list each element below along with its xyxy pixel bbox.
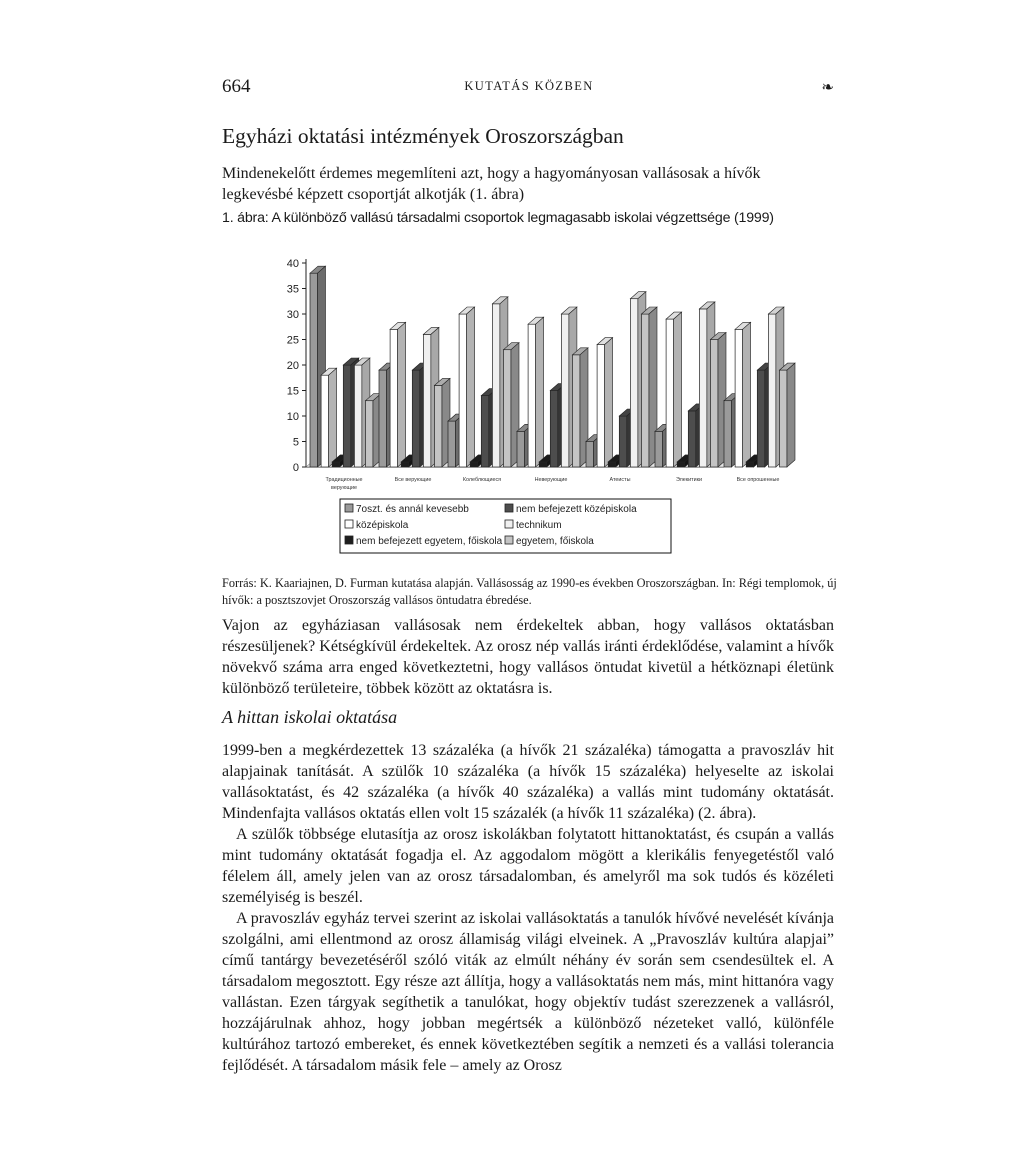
bar (528, 317, 544, 467)
category-label: Все верующие (394, 477, 432, 483)
legend-swatch (505, 536, 513, 544)
bar (459, 307, 475, 467)
legend-swatch (505, 504, 513, 512)
leaf-ornament-icon: ❧ (821, 80, 834, 96)
legend-swatch (505, 520, 513, 528)
legend-label: technikum (516, 520, 562, 531)
legend-swatch (345, 504, 353, 512)
y-tick-label: 35 (286, 283, 299, 296)
body-paragraph: A szülők többsége elutasítja az orosz iskolákban folytatott hittanoktatást, és csupán a vallás mint tudomány oktatását fogadja el. Az aggodalom mögött a klerikális fenyegetéstől való félelem áll, amely jelen van az orosz társadalomban, és amelyről ma sok tudós és közéleti személyiség is beszél. (222, 826, 834, 906)
category-labels (325, 477, 779, 491)
bar (735, 322, 751, 467)
category-label: Все опрошенные (736, 477, 780, 483)
y-tick-label: 40 (286, 258, 299, 270)
figure-caption: 1. ábra: A különböző vallású társadalmi csoportok legmagasabb iskolai végzettsége (1999) (222, 210, 774, 226)
bar (597, 338, 613, 467)
y-tick-label: 15 (286, 385, 299, 398)
legend-label: középiskola (356, 520, 409, 531)
legend-label: egyetem, főiskola (516, 536, 594, 547)
category-label: Элекитики (675, 477, 703, 483)
body-paragraph: 1999-ben a megkérdezettek 13 százaléka (a hívők 21 százaléka) támogatta a pravoszláv hit alapjainak tanítását. A szülők 10 százaléka (a hívők 15 százaléka) helyeselte az iskolai vallásoktatást, és 42 százaléka (a hívők 40 százaléka) a vallás mint tudomány oktatását. Mindenfajta vallásos oktatás ellen volt 15 százalék (a hívők 11 százaléka) (2. ábra). (222, 742, 834, 822)
y-tick-label: 20 (286, 360, 299, 372)
running-title: KUTATÁS KÖZBEN (464, 79, 594, 93)
y-tick-label: 5 (292, 436, 299, 449)
figure-source-note: Forrás: K. Kaariajnen, D. Furman kutatása alapján. Vallásosság az 1990-es években Oroszországban. In: Régi templomok, új hívők: a posztszovjet Oroszország vallásos öntudatra ébredése. (222, 576, 837, 607)
page-number: 664 (222, 76, 251, 97)
bar (321, 368, 337, 467)
legend-label: nem befejezett egyetem, főiskola (356, 536, 503, 547)
bar (780, 363, 796, 467)
legend-swatch (345, 520, 353, 528)
legend-label: 7oszt. és annál kevesebb (356, 504, 469, 515)
y-tick-label: 0 (292, 462, 299, 474)
legend-label: nem befejezett középiskola (516, 504, 637, 515)
y-tick-label: 30 (286, 309, 299, 321)
bar-series (310, 266, 795, 467)
category-label: верующие (331, 485, 357, 491)
bar (390, 322, 406, 467)
section-title: Egyházi oktatási intézmények Oroszországban (222, 124, 624, 148)
legend-swatch (345, 536, 353, 544)
category-label: Колеблющиеся (462, 477, 502, 483)
bar (666, 312, 682, 467)
category-label: Традиционные (325, 477, 363, 483)
subheading: A hittan iskolai oktatása (222, 707, 398, 727)
category-label: Атеисты (609, 477, 631, 483)
body-paragraph: A pravoszláv egyház tervei szerint az iskolai vallásoktatás a tanulók hívővé nevelését kívánja szolgálni, ami ellentmond az orosz államiság világi elveinek. A „Pravoszláv kultúra alapjai” című tantárgy bevezetéséről szóló viták az elmúlt néhány év során sem csendesültek el. A társadalom megosztott. Egy része azt állítja, hogy a vallásoktatás nem más, mint hittanóra vagy vallástan. Ezen tárgyak segíthetik a tanulókat, hogy objektív tudást szerezzenek a vallásról, hozzájárulnak ahhoz, hogy jobban megértsék a különböző nézeteket valló, különféle kultúrához tartozó embereket, és ennek következtében segítik a nemzeti és a vallási tolerancia fejlődését. A társadalom másik fele – amely az Orosz (222, 910, 834, 1074)
y-tick-label: 10 (286, 411, 299, 423)
category-label: Неверующие (534, 477, 568, 483)
intro-paragraph: Mindenekelőtt érdemes megemlíteni azt, hogy a hagyományosan vallásosak a hívők legkevésbé képzett csoportját alkotják (1. ábra) (222, 165, 761, 203)
body-paragraph: Vajon az egyháziasan vallásosak nem érdekeltek abban, hogy vallásos oktatásban részesüljenek? Kétségkívül érdekeltek. Az orosz nép vallás iránti érdeklődése, valamint a hívők növekvő száma arra enged következtetni, hogy vallásos öntudat kivetül a hétköznapi életünk különböző területeire, többek között az oktatásra is. (222, 617, 834, 697)
y-tick-label: 25 (286, 334, 299, 347)
body-section (222, 740, 834, 1076)
